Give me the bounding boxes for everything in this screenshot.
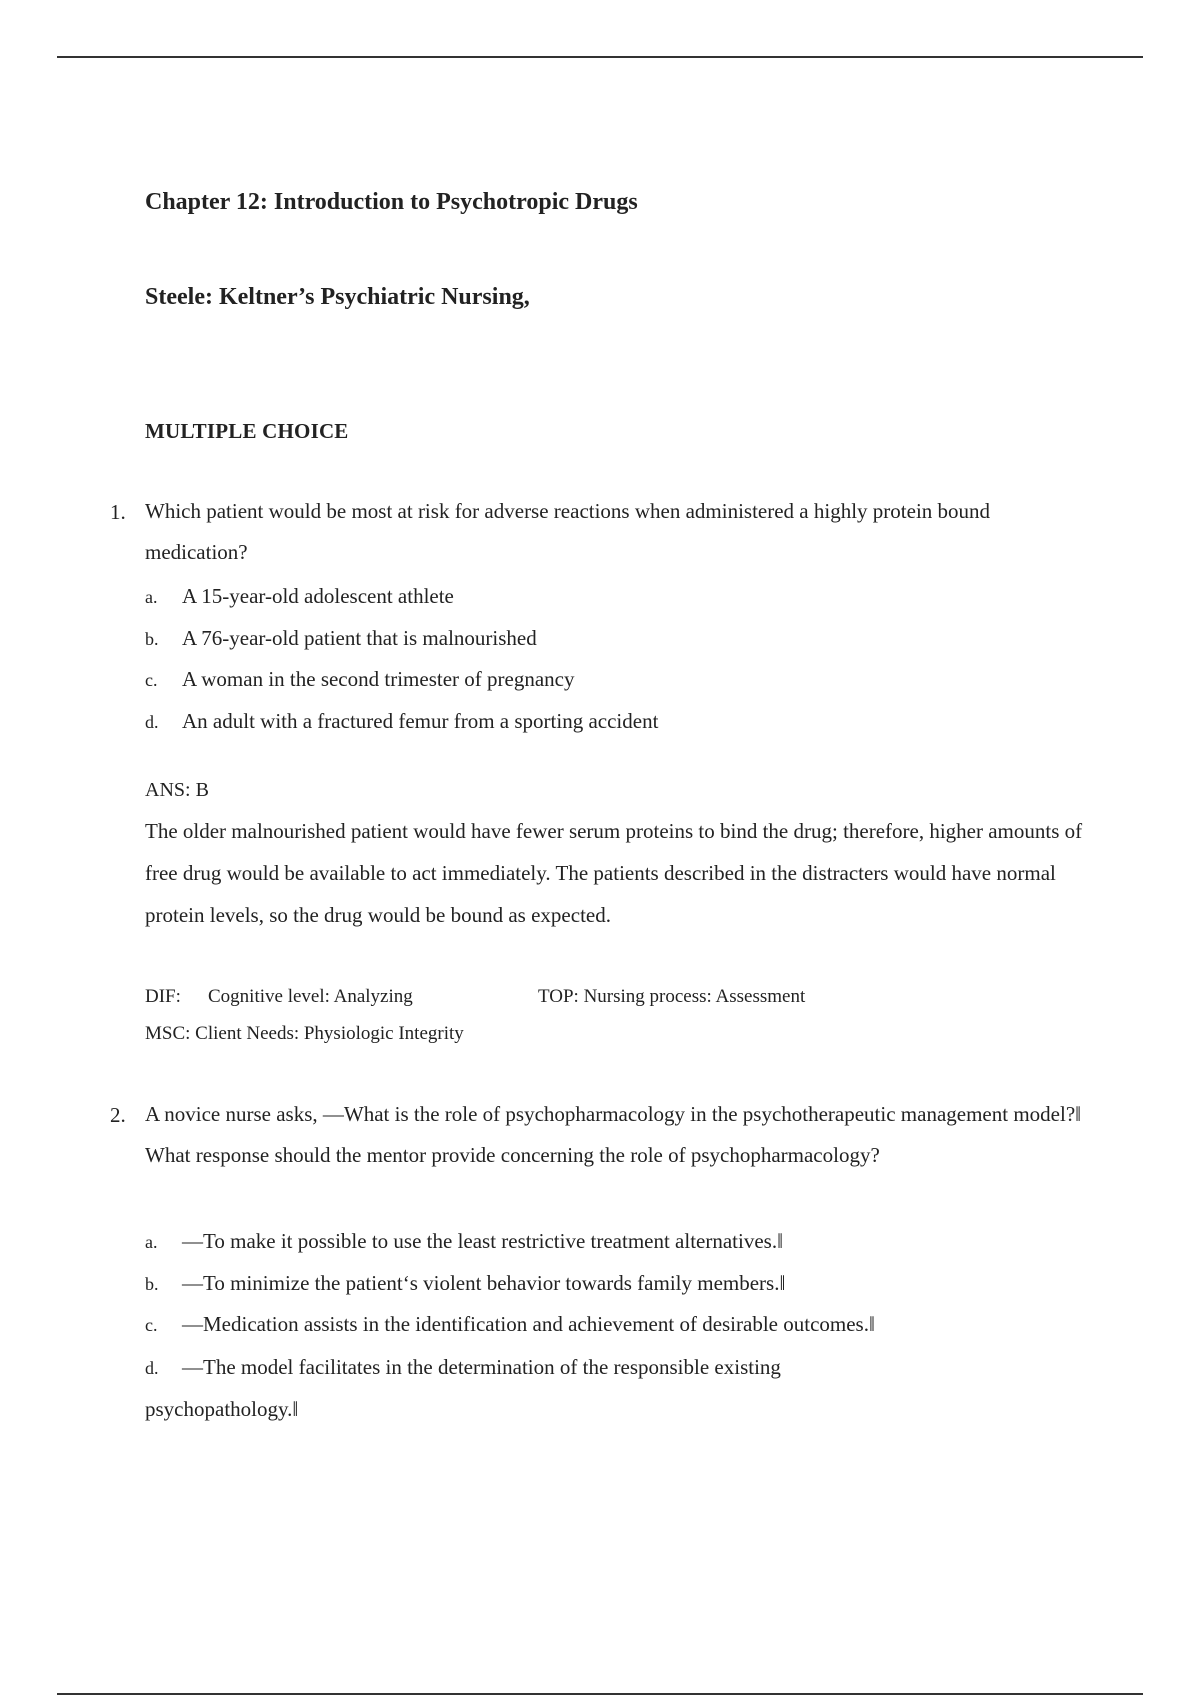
option-a: [145, 584, 454, 609]
option-letter: c.: [145, 1315, 158, 1335]
option-b: [145, 1271, 785, 1296]
option-c: [145, 1312, 875, 1337]
difficulty: [145, 986, 413, 1008]
option-d-continuation: psychopathology.‖: [145, 1397, 299, 1421]
option-a: [145, 1229, 783, 1254]
option-letter: a.: [145, 587, 158, 607]
topic: TOP: Nursing process: Assessment: [538, 986, 806, 1007]
option-letter: d.: [145, 1358, 159, 1378]
question-number: 1.: [110, 500, 126, 524]
option-d: [145, 1355, 781, 1380]
question-text: A novice nurse asks, ―What is the role of psychopharmacology in the psychotherapeutic management model?‖ What response should the mentor provide concerning the role of psychopharmacology?: [145, 1102, 1082, 1167]
difficulty-label: DIF:: [145, 986, 181, 1007]
question-text: Which patient would be most at risk for adverse reactions when administered a highly protein bound medication?: [145, 499, 991, 564]
rationale: The older malnourished patient would have fewer serum proteins to bind the drug; therefore, higher amounts of free drug would be available to act immediately. The patients described in the distracters would have normal protein levels, so the drug would be bound as expected.: [145, 819, 1083, 927]
bottom-rule: [57, 1693, 1143, 1695]
option-text: A 76-year-old patient that is malnourished: [182, 626, 537, 650]
option-letter: b.: [145, 629, 159, 649]
answer-key: ANS: B: [145, 779, 209, 801]
option-text: ―Medication assists in the identification and achievement of desirable outcomes.‖: [182, 1312, 875, 1336]
client-needs: MSC: Client Needs: Physiologic Integrity: [145, 1023, 464, 1044]
option-c: [145, 667, 574, 692]
option-letter: a.: [145, 1232, 158, 1252]
option-text: ―The model facilitates in the determination of the responsible existing: [182, 1355, 781, 1379]
book-title: Steele: Keltner’s Psychiatric Nursing,: [145, 284, 530, 310]
option-text: ―To make it possible to use the least restrictive treatment alternatives.‖: [182, 1229, 783, 1253]
option-text: An adult with a fractured femur from a sporting accident: [182, 709, 659, 733]
option-letter: d.: [145, 712, 159, 732]
top-rule: [57, 56, 1143, 58]
option-d: [145, 709, 658, 734]
option-text: A 15-year-old adolescent athlete: [182, 584, 454, 608]
chapter-title: Chapter 12: Introduction to Psychotropic Drugs: [145, 189, 638, 215]
section-title: MULTIPLE CHOICE: [145, 419, 349, 443]
question-number: 2.: [110, 1103, 126, 1127]
difficulty-value: Cognitive level: Analyzing: [208, 986, 413, 1007]
option-b: [145, 626, 537, 651]
option-text: A woman in the second trimester of pregnancy: [182, 667, 575, 691]
option-letter: c.: [145, 670, 158, 690]
option-letter: b.: [145, 1274, 159, 1294]
option-text: ―To minimize the patient‘s violent behavior towards family members.‖: [182, 1271, 786, 1295]
